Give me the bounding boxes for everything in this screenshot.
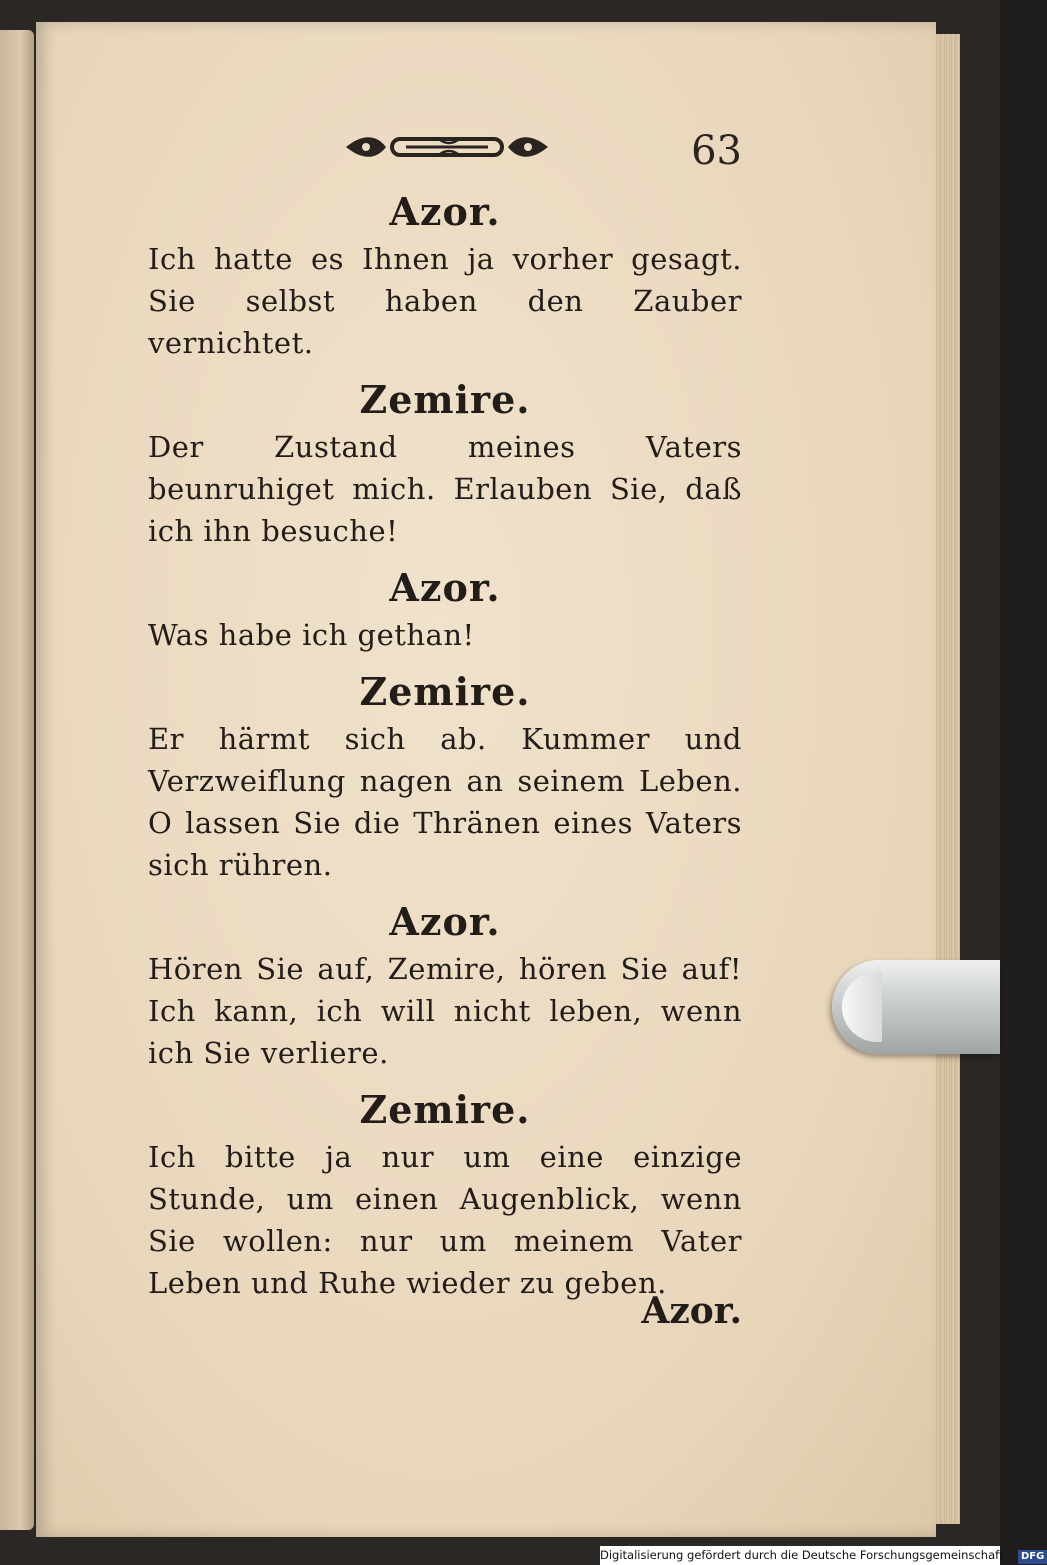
speaker-heading: Azor. <box>389 189 501 234</box>
speech-paragraph: Ich bitte ja nur um eine einzige Stunde, um einen Augenblick, wenn Sie wollen: nur um meinem Vater Leben und Ruhe wieder zu geben. <box>148 1140 742 1300</box>
speech-paragraph: Er härmt sich ab. Kummer und Verzweiflung nagen an seinem Leben. O lassen Sie die Thränen eines Vaters sich rühren. <box>148 722 742 882</box>
speech-paragraph: Hören Sie auf, Zemire, hören Sie auf! Ich kann, ich will nicht leben, wenn ich Sie verliere. <box>148 952 742 1070</box>
speech-paragraph: Ich hatte es Ihnen ja vorher gesagt. Sie selbst haben den Zauber vernichtet. <box>148 242 742 360</box>
speaker-heading: Azor. <box>389 565 501 610</box>
dfg-logo: DFG <box>1018 1550 1047 1564</box>
facing-page-edge <box>0 30 34 1530</box>
speaker-heading: Zemire. <box>359 1087 531 1132</box>
catchword: Azor. <box>641 1290 742 1332</box>
credit-text: Digitalisierung gefördert durch die Deutsche Forschungsgemeinschaft - <box>600 1548 1012 1562</box>
speaker-heading: Zemire. <box>359 669 531 714</box>
speech-paragraph: Der Zustand meines Vaters beunruhiget mich. Erlauben Sie, daß ich ihn besuche! <box>148 430 742 548</box>
dialogue-text <box>148 186 742 1304</box>
speech-paragraph: Was habe ich gethan! <box>148 618 475 652</box>
printer-ornament-icon <box>342 130 552 164</box>
digitization-credit <box>600 1546 1045 1565</box>
page-number: 63 <box>691 128 742 174</box>
speaker-heading: Zemire. <box>359 377 531 422</box>
speaker-heading: Azor. <box>389 899 501 944</box>
